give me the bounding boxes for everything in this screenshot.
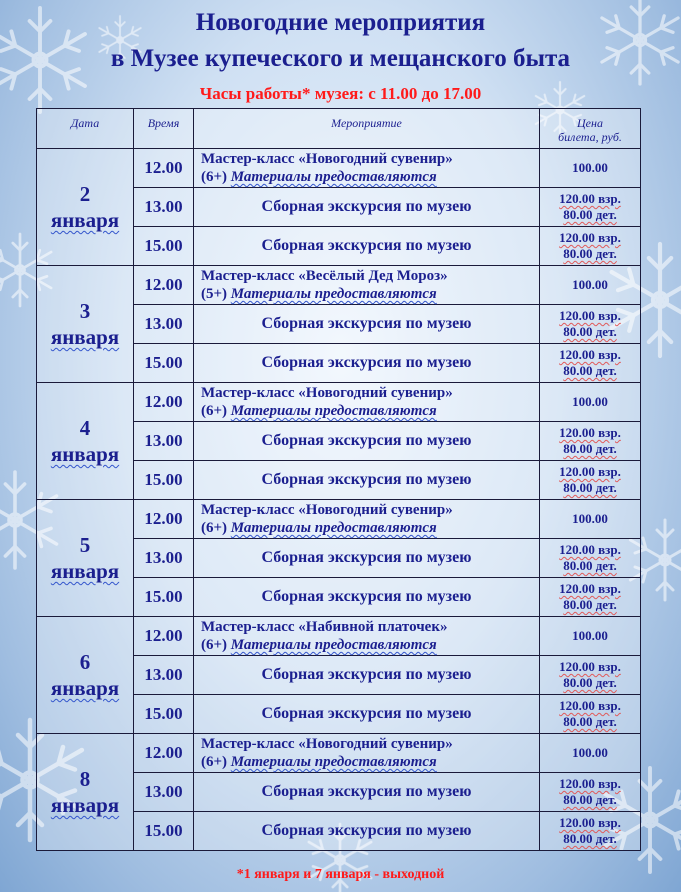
event-title: Мастер-класс «Новогодний сувенир»: [201, 736, 453, 752]
time-cell: 13.00: [134, 305, 194, 344]
date-day: 5: [79, 533, 91, 557]
event-cell: [194, 617, 540, 656]
event-cell: [194, 266, 540, 305]
price-child: 80.00 дет.: [563, 831, 617, 846]
price-child: 80.00 дет.: [563, 324, 617, 339]
price-cell: [540, 539, 641, 578]
date-day: 2: [79, 182, 91, 206]
date-day: 4: [79, 416, 91, 440]
price-child: 80.00 дет.: [563, 675, 617, 690]
price-cell: [540, 227, 641, 266]
date-month: января: [50, 325, 120, 349]
time-cell: 15.00: [134, 227, 194, 266]
price-child: 80.00 дет.: [563, 558, 617, 573]
date-month: января: [50, 208, 120, 232]
table-row: [37, 149, 641, 188]
price-adult: 120.00 взр.: [559, 347, 621, 362]
time-cell: 13.00: [134, 773, 194, 812]
price-cell: [540, 422, 641, 461]
event-title: Мастер-класс «Новогодний сувенир»: [201, 502, 453, 518]
event-note: Материалы предоставляются: [230, 754, 437, 770]
event-age: (6+): [201, 754, 228, 770]
price-cell: 100.00: [540, 617, 641, 656]
price-child: 80.00 дет.: [563, 207, 617, 222]
time-cell: 13.00: [134, 188, 194, 227]
time-cell: 15.00: [134, 344, 194, 383]
time-cell: 15.00: [134, 461, 194, 500]
event-cell: Сборная экскурсия по музею: [194, 656, 540, 695]
event-cell: [194, 500, 540, 539]
price-adult: 120.00 взр.: [559, 581, 621, 596]
price-child: 80.00 дет.: [563, 480, 617, 495]
event-age: (5+): [201, 286, 228, 302]
price-cell: [540, 656, 641, 695]
price-cell: 100.00: [540, 149, 641, 188]
date-month: января: [50, 676, 120, 700]
page-subtitle: в Музее купеческого и мещанского быта: [110, 45, 571, 72]
schedule-body: [37, 149, 641, 851]
price-cell: 100.00: [540, 266, 641, 305]
price-adult: 120.00 взр.: [559, 542, 621, 557]
date-cell: [37, 617, 134, 734]
date-day: 6: [79, 650, 91, 674]
price-child: 80.00 дет.: [563, 714, 617, 729]
time-cell: 13.00: [134, 656, 194, 695]
price-cell: [540, 773, 641, 812]
event-title: Мастер-класс «Набивной платочек»: [201, 619, 448, 635]
date-cell: [37, 149, 134, 266]
price-child: 80.00 дет.: [563, 792, 617, 807]
price-child: 80.00 дет.: [563, 246, 617, 261]
column-header-event: Мероприятие: [194, 109, 540, 149]
time-cell: 12.00: [134, 734, 194, 773]
event-cell: [194, 383, 540, 422]
event-cell: Сборная экскурсия по музею: [194, 695, 540, 734]
event-age: (6+): [201, 637, 228, 653]
event-cell: Сборная экскурсия по музею: [194, 773, 540, 812]
event-cell: [194, 149, 540, 188]
date-cell: [37, 383, 134, 500]
event-cell: Сборная экскурсия по музею: [194, 812, 540, 851]
price-child: 80.00 дет.: [563, 441, 617, 456]
price-adult: 120.00 взр.: [559, 776, 621, 791]
time-cell: 12.00: [134, 266, 194, 305]
time-cell: 13.00: [134, 539, 194, 578]
date-cell: [37, 734, 134, 851]
event-title: Мастер-класс «Новогодний сувенир»: [201, 385, 453, 401]
event-cell: Сборная экскурсия по музею: [194, 461, 540, 500]
page-title: Новогодние мероприятия: [195, 9, 486, 36]
price-cell: [540, 461, 641, 500]
time-cell: 15.00: [134, 812, 194, 851]
footnote: *1 января и 7 января - выходной: [236, 867, 445, 882]
date-month: января: [50, 793, 120, 817]
price-cell: [540, 578, 641, 617]
column-header-price: Цена билета, руб.: [540, 109, 641, 149]
table-row: [37, 500, 641, 539]
date-day: 8: [79, 767, 91, 791]
table-row: [37, 266, 641, 305]
time-cell: 12.00: [134, 149, 194, 188]
time-cell: 12.00: [134, 383, 194, 422]
event-note: Материалы предоставляются: [230, 637, 437, 653]
price-cell: [540, 305, 641, 344]
event-cell: Сборная экскурсия по музею: [194, 344, 540, 383]
date-cell: [37, 266, 134, 383]
event-title: Мастер-класс «Весёлый Дед Мороз»: [201, 268, 448, 284]
price-child: 80.00 дет.: [563, 363, 617, 378]
time-cell: 15.00: [134, 578, 194, 617]
event-title: Мастер-класс «Новогодний сувенир»: [201, 151, 453, 167]
event-note: Материалы предоставляются: [230, 286, 437, 302]
price-adult: 120.00 взр.: [559, 230, 621, 245]
price-adult: 120.00 взр.: [559, 425, 621, 440]
event-cell: [194, 734, 540, 773]
date-month: января: [50, 442, 120, 466]
price-cell: [540, 188, 641, 227]
table-header-row: [37, 109, 641, 149]
column-header-time: Время: [134, 109, 194, 149]
price-child: 80.00 дет.: [563, 597, 617, 612]
column-header-date: Дата: [37, 109, 134, 149]
event-cell: Сборная экскурсия по музею: [194, 188, 540, 227]
time-cell: 12.00: [134, 500, 194, 539]
time-cell: 15.00: [134, 695, 194, 734]
price-adult: 120.00 взр.: [559, 659, 621, 674]
opening-hours: Часы работы* музея: с 11.00 до 17.00: [199, 84, 482, 103]
table-row: [37, 617, 641, 656]
event-cell: Сборная экскурсия по музею: [194, 539, 540, 578]
event-note: Материалы предоставляются: [230, 520, 437, 536]
time-cell: 12.00: [134, 617, 194, 656]
event-cell: Сборная экскурсия по музею: [194, 305, 540, 344]
event-cell: Сборная экскурсия по музею: [194, 422, 540, 461]
table-row: [37, 734, 641, 773]
schedule-table: [36, 108, 641, 851]
price-adult: 120.00 взр.: [559, 698, 621, 713]
date-month: января: [50, 559, 120, 583]
price-adult: 120.00 взр.: [559, 191, 621, 206]
event-age: (6+): [201, 169, 228, 185]
price-cell: [540, 695, 641, 734]
price-cell: [540, 812, 641, 851]
date-cell: [37, 500, 134, 617]
event-age: (6+): [201, 520, 228, 536]
price-cell: 100.00: [540, 500, 641, 539]
price-cell: 100.00: [540, 383, 641, 422]
event-cell: Сборная экскурсия по музею: [194, 578, 540, 617]
price-adult: 120.00 взр.: [559, 308, 621, 323]
date-day: 3: [79, 299, 91, 323]
event-note: Материалы предоставляются: [230, 403, 437, 419]
table-row: [37, 383, 641, 422]
time-cell: 13.00: [134, 422, 194, 461]
event-cell: Сборная экскурсия по музею: [194, 227, 540, 266]
price-adult: 120.00 взр.: [559, 815, 621, 830]
price-cell: [540, 344, 641, 383]
event-note: Материалы предоставляются: [230, 169, 437, 185]
price-adult: 120.00 взр.: [559, 464, 621, 479]
price-cell: 100.00: [540, 734, 641, 773]
event-age: (6+): [201, 403, 228, 419]
